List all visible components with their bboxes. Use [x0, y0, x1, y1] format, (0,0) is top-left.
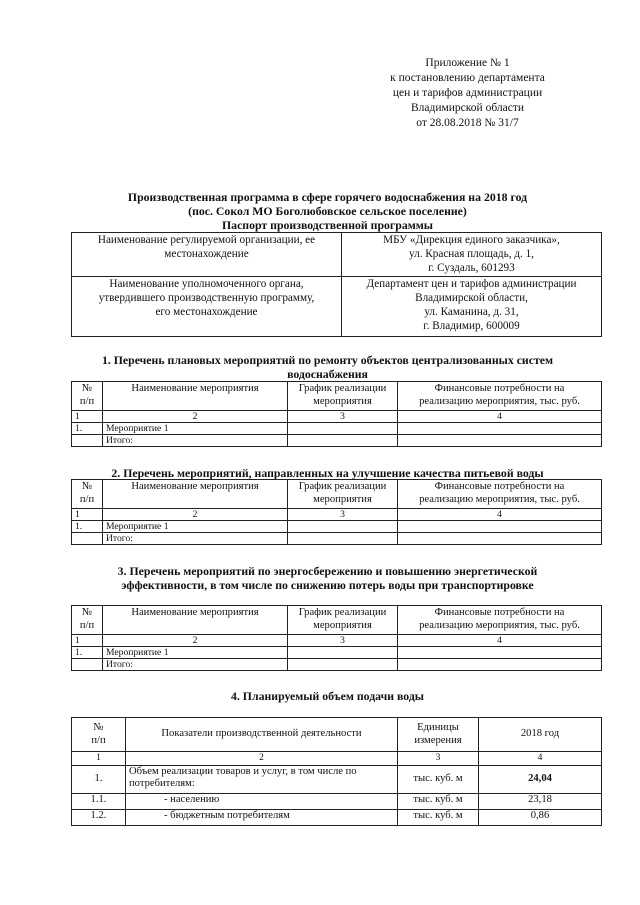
- text-line: График реализации: [298, 607, 387, 618]
- volume-table: [71, 717, 602, 826]
- text-line: мероприятия: [313, 494, 372, 505]
- text-line: Финансовые потребности на: [434, 481, 565, 492]
- title-line: 1. Перечень плановых мероприятий по ремонту объектов централизованных систем: [101, 353, 554, 367]
- header-name: Наименование мероприятия: [103, 606, 288, 635]
- text-line: реализацию мероприятия, тыс. руб.: [419, 620, 580, 631]
- section-2-table: [71, 479, 602, 545]
- text-line: Наименование регулируемой организации, ее: [97, 234, 316, 246]
- total-row: [72, 659, 602, 671]
- col-number-row: [72, 411, 602, 423]
- row-name: Мероприятие 1: [103, 521, 288, 533]
- text-line: Объем реализации товаров и услуг, в том числе по: [129, 765, 357, 777]
- total-row: [72, 435, 602, 447]
- header-num: [72, 606, 103, 635]
- total-finance: [398, 435, 602, 447]
- table-header-row: [72, 606, 602, 635]
- text-line: Финансовые потребности на: [434, 383, 565, 394]
- row-num: 1.: [72, 423, 103, 435]
- text-line: местонахождение: [164, 248, 249, 260]
- text-line: МБУ «Дирекция единого заказчика»,: [383, 234, 560, 246]
- text-line: №: [81, 383, 93, 394]
- section-1-table: [71, 381, 602, 447]
- total-schedule: [288, 659, 398, 671]
- title-line: (пос. Сокол МО Боголюбовское сельское поселение): [188, 204, 467, 218]
- text-line: п/п: [79, 620, 95, 631]
- header-num: [72, 480, 103, 509]
- section-3-title: [60, 564, 595, 592]
- title-line: водоснабжения: [287, 367, 368, 381]
- table-row: [72, 647, 602, 659]
- row-unit: тыс. куб. м: [398, 765, 479, 793]
- text-line: его местонахождение: [155, 306, 258, 318]
- row-value: 0,86: [479, 809, 602, 825]
- header-finance: [398, 382, 602, 411]
- passport-row: [72, 233, 602, 277]
- header-schedule: [288, 606, 398, 635]
- appendix-block: [340, 56, 595, 131]
- text-line: Владимирской области,: [415, 292, 528, 304]
- text-line: утвердившего производственную программу,: [98, 292, 315, 304]
- table-row: [72, 765, 602, 793]
- row-indicator: - населению: [126, 793, 398, 809]
- text-line: №: [81, 481, 93, 492]
- header-indicator: Показатели производственной деятельности: [126, 718, 398, 752]
- text-line: №: [81, 607, 93, 618]
- section-1-title: [60, 353, 595, 381]
- title-line: 3. Перечень мероприятий по энергосбережению и повышению энергетической: [117, 564, 538, 578]
- col-number-row: [72, 752, 602, 766]
- row-finance: [398, 423, 602, 435]
- passport-value: [342, 277, 602, 337]
- row-num: 1.: [72, 765, 126, 793]
- title-line: Производственная программа в сфере горячего водоснабжения на 2018 год: [127, 190, 528, 204]
- col-number: 3: [288, 509, 398, 521]
- col-number: 1: [72, 411, 103, 423]
- document-title: [60, 190, 595, 232]
- header-finance: [398, 480, 602, 509]
- header-name: Наименование мероприятия: [103, 480, 288, 509]
- header-schedule: [288, 382, 398, 411]
- total-label: Итого:: [103, 435, 288, 447]
- table-row: [72, 793, 602, 809]
- table-row: [72, 521, 602, 533]
- total-label: Итого:: [103, 533, 288, 545]
- title-line: Паспорт производственной программы: [222, 218, 433, 232]
- table-header-row: [72, 480, 602, 509]
- total-schedule: [288, 435, 398, 447]
- text-line: мероприятия: [313, 620, 372, 631]
- text-line: ул. Красная площадь, д. 1,: [409, 248, 534, 260]
- text-line: График реализации: [298, 481, 387, 492]
- passport-value: [342, 233, 602, 277]
- appendix-line: Приложение № 1: [425, 57, 510, 69]
- col-number: 1: [72, 752, 126, 766]
- row-schedule: [288, 647, 398, 659]
- row-value: 24,04: [479, 765, 602, 793]
- text-line: г. Суздаль, 601293: [428, 262, 515, 274]
- row-name: Мероприятие 1: [103, 647, 288, 659]
- col-number: 2: [126, 752, 398, 766]
- col-number: 1: [72, 635, 103, 647]
- table-header-row: [72, 382, 602, 411]
- col-number: 4: [479, 752, 602, 766]
- col-number: 3: [288, 411, 398, 423]
- row-value: 23,18: [479, 793, 602, 809]
- total-label: Итого:: [103, 659, 288, 671]
- row-num: 1.: [72, 521, 103, 533]
- row-schedule: [288, 423, 398, 435]
- col-number-row: [72, 635, 602, 647]
- text-line: п/п: [79, 494, 95, 505]
- header-name: Наименование мероприятия: [103, 382, 288, 411]
- header-unit: [398, 718, 479, 752]
- text-line: г. Владимир, 600009: [423, 320, 520, 332]
- col-number: 2: [103, 635, 288, 647]
- total-num: [72, 659, 103, 671]
- row-finance: [398, 521, 602, 533]
- text-line: п/п: [79, 396, 95, 407]
- passport-label: [72, 277, 342, 337]
- text-line: Финансовые потребности на: [434, 607, 565, 618]
- col-number: 3: [288, 635, 398, 647]
- col-number: 4: [398, 635, 602, 647]
- header-num: [72, 382, 103, 411]
- col-number: 3: [398, 752, 479, 766]
- total-finance: [398, 533, 602, 545]
- row-num: 1.1.: [72, 793, 126, 809]
- total-num: [72, 533, 103, 545]
- col-number-row: [72, 509, 602, 521]
- text-line: График реализации: [298, 383, 387, 394]
- total-finance: [398, 659, 602, 671]
- text-line: ул. Каманина, д. 31,: [424, 306, 519, 318]
- text-line: п/п: [91, 734, 106, 746]
- col-number: 2: [103, 509, 288, 521]
- passport-table: [71, 232, 602, 337]
- row-indicator: [126, 765, 398, 793]
- table-row: [72, 423, 602, 435]
- total-schedule: [288, 533, 398, 545]
- row-finance: [398, 647, 602, 659]
- row-unit: тыс. куб. м: [398, 809, 479, 825]
- header-schedule: [288, 480, 398, 509]
- appendix-line: Владимирской области: [410, 102, 525, 114]
- col-number: 2: [103, 411, 288, 423]
- header-finance: [398, 606, 602, 635]
- text-line: измерения: [414, 734, 462, 746]
- total-row: [72, 533, 602, 545]
- col-number: 4: [398, 509, 602, 521]
- appendix-line: к постановлению департамента: [390, 72, 545, 84]
- row-name: Мероприятие 1: [103, 423, 288, 435]
- col-number: 4: [398, 411, 602, 423]
- text-line: мероприятия: [313, 396, 372, 407]
- text-line: Департамент цен и тарифов администрации: [366, 278, 577, 290]
- table-row: [72, 809, 602, 825]
- text-line: Единицы: [417, 722, 459, 733]
- text-line: реализацию мероприятия, тыс. руб.: [419, 396, 580, 407]
- passport-row: [72, 277, 602, 337]
- appendix-line: от 28.08.2018 № 31/7: [416, 117, 519, 129]
- row-schedule: [288, 521, 398, 533]
- row-num: 1.: [72, 647, 103, 659]
- row-unit: тыс. куб. м: [398, 793, 479, 809]
- appendix-line: цен и тарифов администрации: [392, 87, 543, 99]
- text-line: потребителям:: [129, 778, 195, 789]
- row-num: 1.2.: [72, 809, 126, 825]
- text-line: реализацию мероприятия, тыс. руб.: [419, 494, 580, 505]
- title-line: эффективности, в том числе по снижению потерь воды при транспортировке: [121, 578, 534, 592]
- passport-label: [72, 233, 342, 277]
- text-line: №: [93, 722, 104, 733]
- header-num: [72, 718, 126, 752]
- section-2-title: [60, 466, 595, 480]
- text-line: Наименование уполномоченного органа,: [109, 278, 304, 290]
- section-4-title: 4. Планируемый объем подачи воды: [230, 689, 425, 703]
- header-year: 2018 год: [479, 718, 602, 752]
- row-indicator: - бюджетным потребителям: [126, 809, 398, 825]
- section-3-table: [71, 605, 602, 671]
- total-num: [72, 435, 103, 447]
- col-number: 1: [72, 509, 103, 521]
- table-header-row: [72, 718, 602, 752]
- title-line: 2. Перечень мероприятий, направленных на улучшение качества питьевой воды: [111, 466, 544, 480]
